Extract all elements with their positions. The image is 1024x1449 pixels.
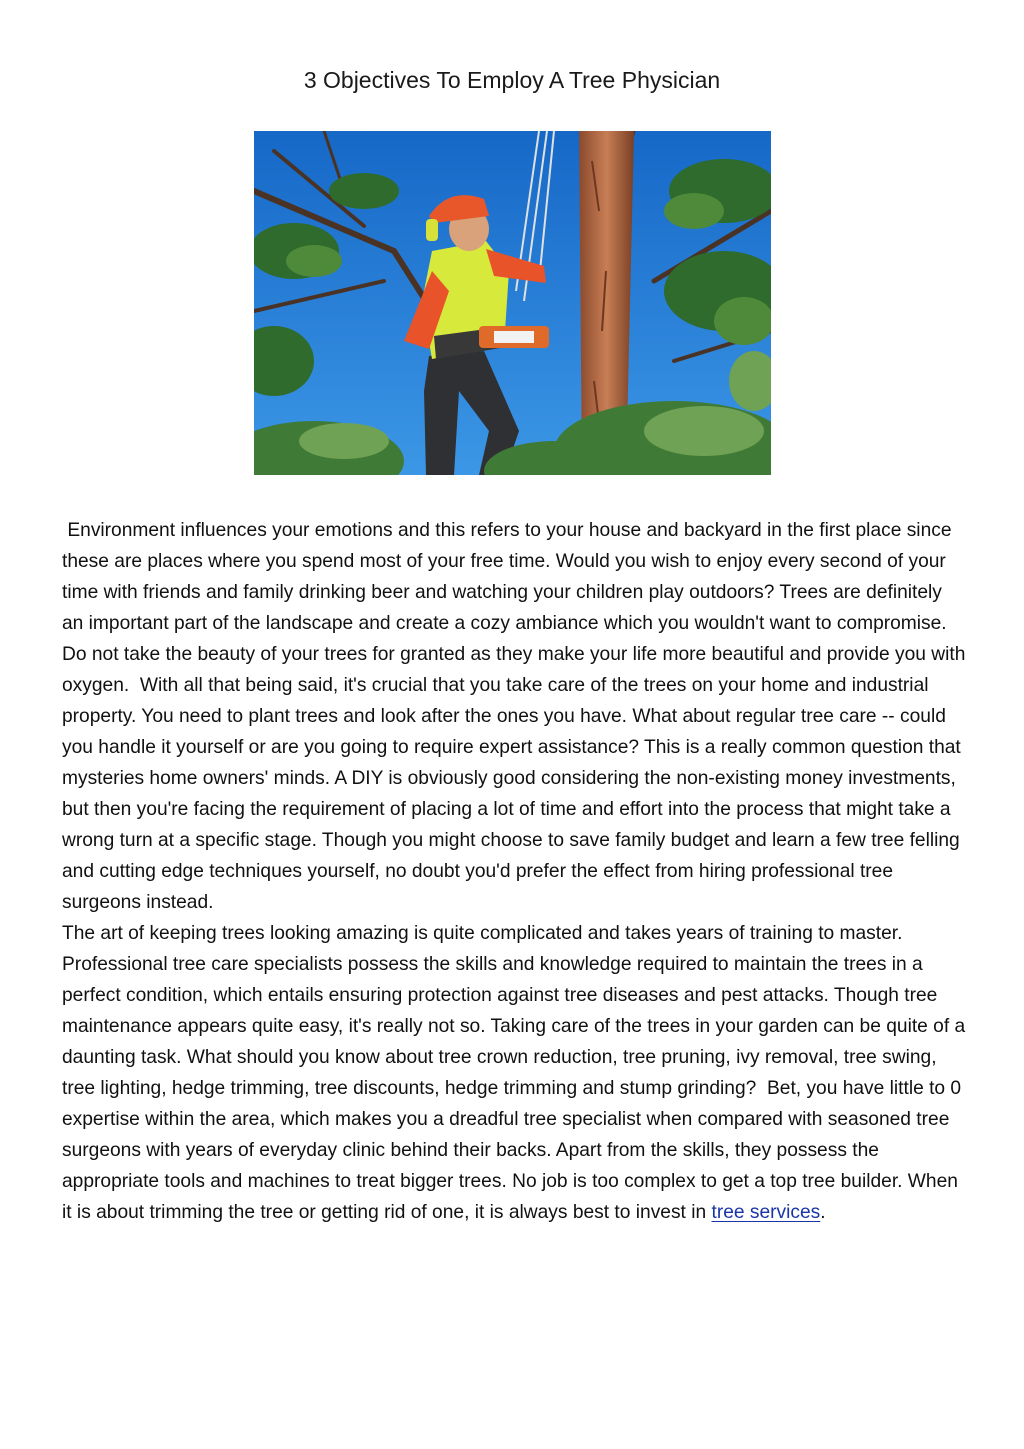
document-title: 3 Objectives To Employ A Tree Physician <box>303 67 721 93</box>
paragraph-1: Environment influences your emotions and this refers to your house and backyard in the first place since these are places where you spend most of your free time. Would you wish to enjoy every second of your time with friends and family drinking beer and watching your children play outdoors? Trees are definitely an important part of the landscape and create a cozy ambiance which you wouldn't want to compromise. Do not take the beauty of your trees for granted as they make your life more beautiful and provide you with oxygen. With all that being said, it's crucial that you take care of the trees on your home and industrial property. You need to plant trees and look after the ones you have. What about regular tree care -- could you handle it yourself or are you going to require expert assistance? This is a really common question that mysteries home owners' minds. A DIY is obviously good considering the non-existing money investments, but then you're facing the requirement of placing a lot of time and effort into the process that might take a wrong turn at a specific stage. Though you might choose to save family budget and learn a few tree felling and cutting edge techniques yourself, no doubt you'd prefer the effect from hiring professional tree surgeons instead. <box>62 520 971 913</box>
paragraph-2-end: . <box>820 1202 826 1223</box>
paragraph-2 <box>62 918 971 1228</box>
tree-services-link[interactable]: tree services <box>711 1202 821 1223</box>
arborist-photo <box>254 131 771 475</box>
article-body <box>62 515 971 1228</box>
paragraph-2-text: The art of keeping trees looking amazing is quite complicated and takes years of training to master. Professional tree care specialists possess the skills and knowledge required to maintain the trees in a perfect condition, which entails ensuring protection against tree diseases and pest attacks. Though tree maintenance appears quite easy, it's really not so. Taking care of the trees in your garden can be quite of a daunting task. What should you know about tree crown reduction, tree pruning, ivy removal, tree swing, tree lighting, hedge trimming, tree discounts, hedge trimming and stump grinding? Bet, you have little to 0 expertise within the area, which makes you a dreadful tree specialist when compared with seasoned tree surgeons with years of everyday clinic behind their backs. Apart from the skills, they possess the appropriate tools and machines to treat bigger trees. No job is too complex to get a top tree builder. When it is about trimming the tree or getting rid of one, it is always best to invest in <box>62 923 971 1223</box>
